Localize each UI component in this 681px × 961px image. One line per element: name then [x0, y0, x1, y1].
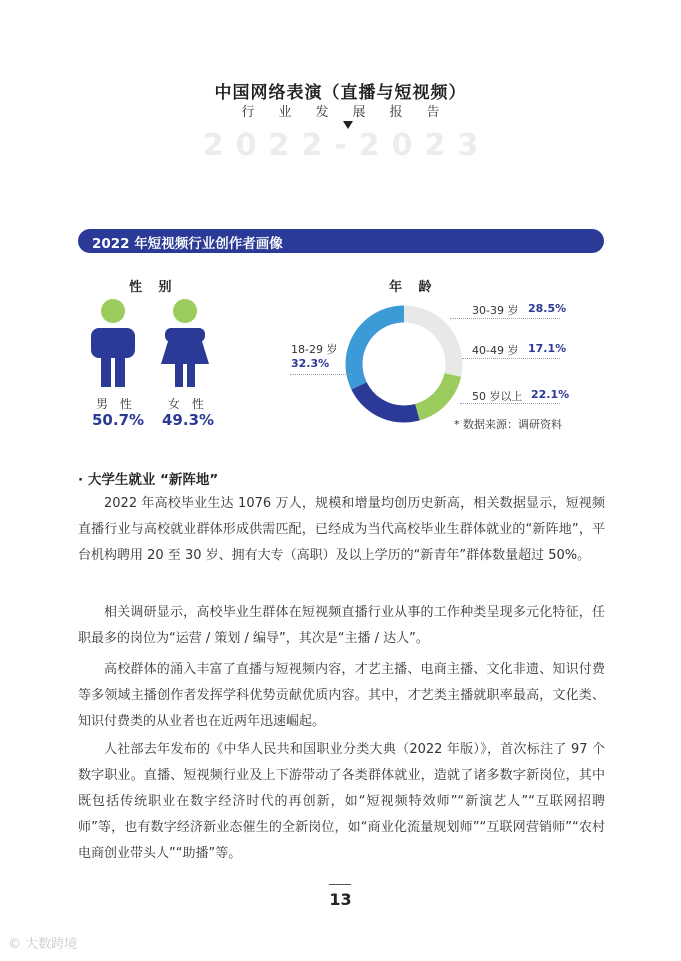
section-banner-title: 2022 年短视频行业创作者画像 [92, 236, 283, 252]
age-label-40-49: 40-49 岁 [472, 344, 519, 357]
age-value-50plus: 22.1% [531, 388, 570, 401]
age-label-30-39: 30-39 岁 [472, 304, 519, 317]
male-label: 男 性 [96, 397, 136, 411]
page-number-rule [329, 884, 351, 885]
article-subhead: · 大学生就业 “新阵地” [78, 472, 219, 488]
page-number: 13 [329, 890, 352, 909]
male-value: 50.7% [92, 411, 145, 429]
age-label-line-30-39 [450, 318, 560, 319]
male-figure-icon [85, 298, 141, 390]
report-title: 中国网络表演（直播与短视频） [214, 83, 467, 103]
age-value-30-39: 28.5% [528, 302, 567, 315]
female-label: 女 性 [168, 397, 208, 411]
paragraph: 高校群体的涌入丰富了直播与短视频内容，才艺主播、电商主播、文化非遗、知识付费等多领域主播创作者发挥学科优势贡献优质内容。其中，才艺类主播就职率最高，文化类、知识付费类的从业者也在近两年迅速崛起。 [78, 662, 605, 729]
paragraph: 2022 年高校毕业生达 1076 万人，规模和增量均创历史新高，相关数据显示，短视频直播行业与高校就业群体形成供需匹配，已经成为当代高校毕业生群体就业的“新阵地”，平台机构聘用 20 至 30 岁、拥有大专（高职）及以上学历的“新青年”群体数量超过 50%。 [78, 496, 605, 563]
female-value: 49.3% [162, 411, 215, 429]
female-figure-icon [157, 298, 213, 390]
age-value-18-29: 32.3% [291, 357, 330, 370]
watermark: © 大数跨境 [8, 937, 78, 952]
paragraph: 相关调研显示，高校毕业生群体在短视频直播行业从事的工作种类呈现多元化特征，任职最多的岗位为“运营 / 策划 / 编导”，其次是“主播 / 达人”。 [78, 605, 605, 646]
data-source-note: * 数据来源：调研资料 [454, 418, 562, 431]
gender-heading: 性 别 [129, 280, 178, 295]
age-value-40-49: 17.1% [528, 342, 567, 355]
age-label-line-18-29 [290, 374, 352, 375]
age-heading: 年 龄 [389, 280, 438, 295]
paragraph: 人社部去年发布的《中华人民共和国职业分类大典（2022 年版）》，首次标注了 97 个数字职业。直播、短视频行业及上下游带动了各类群体就业，造就了诸多数字新岗位，其中既包括传统职业在数字经济时代的再创新，如“短视频特效师”“新演艺人”“互联网招聘师”等，也有数字经济新业态催生的全新岗位，如“商业化流量规划师”“互联网营销师”“农村电商创业带头人”“助播”等。 [78, 742, 605, 861]
age-label-line-40-49 [462, 358, 560, 359]
age-label-18-29: 18-29 岁 [291, 343, 338, 356]
age-label-50plus: 50 岁以上 [472, 390, 523, 403]
report-years: 2022-2023 [202, 128, 491, 163]
report-subtitle: 行业发展报告 [241, 105, 464, 120]
